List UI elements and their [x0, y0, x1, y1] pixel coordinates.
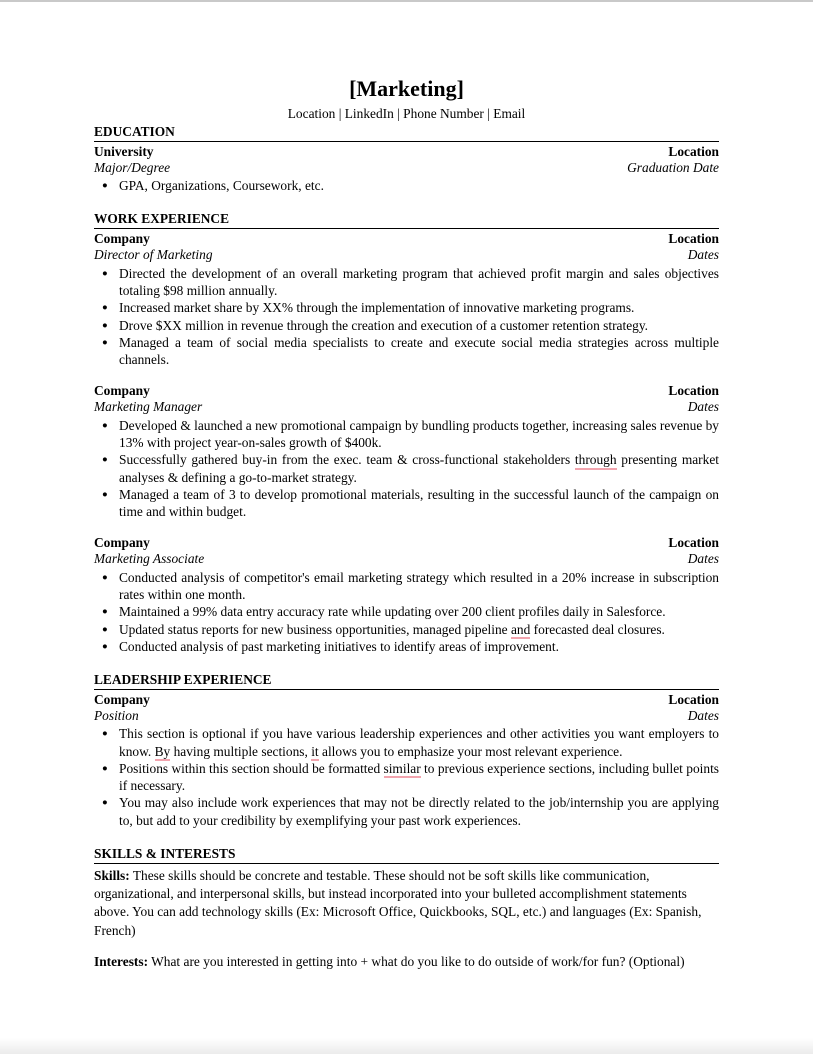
position-title: Position [94, 707, 139, 723]
education-bullets [94, 177, 719, 194]
bullet-text: Drove $XX million in revenue through the creation and execution of a customer retention strategy. [119, 317, 649, 333]
bullet-text: Increased market share by XX% through the implementation of innovative marketing programs. [119, 300, 635, 316]
bullet-text: Conducted analysis of competitor's email marketing strategy which resulted in a 20% increase in subscription rates within one month. [119, 569, 719, 602]
bullet-text: to previous experience sections, including bullet points if necessary. [119, 760, 719, 794]
bullet-item [94, 638, 719, 655]
bullet-text: Directed the development of an overall marketing program that achieved profit margin and sales objectives totaling $98 million annually. [119, 265, 719, 298]
education-location: Location [668, 144, 719, 159]
interests-paragraph [94, 953, 719, 971]
bullet-text: having multiple sections, [170, 743, 312, 759]
job-title: Marketing Associate [94, 551, 205, 567]
section-education [94, 124, 719, 194]
bullet-item [94, 317, 719, 334]
job-header-row [94, 535, 719, 551]
bullet-text: GPA, Organizations, Coursework, etc. [119, 178, 324, 194]
leadership-header-row [94, 692, 719, 708]
job-entry-1 [94, 231, 719, 368]
bullet-item [94, 299, 719, 316]
job-dates: Dates [687, 399, 719, 415]
bullet-item [94, 334, 719, 369]
bullet-text: Managed a team of social media specialists to create and execute social media strategies across multiple channels. [119, 334, 719, 368]
job-subheader-row [94, 551, 719, 567]
company-name: Company [94, 535, 150, 551]
job-subheader-row [94, 247, 719, 263]
bullet-text: Updated status reports for new business opportunities, managed pipeline [119, 621, 511, 637]
bullet-text: forecasted deal closures. [530, 621, 665, 637]
grammar-underlined-word: similar [384, 761, 421, 779]
bullet-text: Maintained a 99% data entry accuracy rate while updating over 200 client profiles daily in Salesforce. [119, 604, 666, 620]
interests-label: Interests: [94, 954, 149, 970]
job-bullets [94, 265, 719, 369]
bullet-text: allows you to emphasize your most relevant experience. [318, 743, 623, 759]
job-title: Director of Marketing [94, 247, 213, 263]
bullet-text: Conducted analysis of past marketing initiatives to identify areas of improvement. [119, 638, 559, 654]
bullet-text: Successfully gathered buy-in from the exec. team & cross-functional stakeholders [119, 452, 575, 468]
position-dates: Dates [687, 707, 719, 723]
company-name: Company [94, 383, 150, 399]
bullet-item [94, 760, 719, 795]
grammar-underlined-word: it [311, 744, 318, 762]
job-subheader-row [94, 399, 719, 415]
bullet-item [94, 603, 719, 620]
bullet-item [94, 451, 719, 486]
bullet-text: Managed a team of 3 to develop promotional materials, resulting in the successful launch of the campaign on time and within budget. [119, 486, 719, 520]
education-heading: EDUCATION [94, 124, 719, 142]
grammar-underlined-word: By [155, 744, 171, 762]
work-experience-heading: WORK EXPERIENCE [94, 211, 719, 229]
job-entry-3 [94, 535, 719, 655]
page-top-edge [0, 0, 813, 2]
skills-label: Skills: [94, 868, 130, 884]
bullet-text: You may also include work experiences that may not be directly related to the job/internship you are applying to, but add to your credibility by exemplifying your past work experiences. [119, 795, 719, 828]
interests-text: What are you interested in getting into + what do you like to do outside of work/for fun? (Optional) [151, 954, 685, 970]
job-entry-2 [94, 383, 719, 520]
job-bullets [94, 569, 719, 655]
graduation-date: Graduation Date [627, 159, 719, 175]
bullet-item [94, 265, 719, 300]
skills-paragraph [94, 867, 719, 940]
job-header-row [94, 383, 719, 399]
section-work-experience [94, 211, 719, 655]
university-name: University [94, 144, 154, 159]
education-header-row [94, 144, 719, 160]
leadership-subheader-row [94, 708, 719, 724]
bullet-item [94, 794, 719, 829]
leadership-heading: LEADERSHIP EXPERIENCE [94, 672, 719, 690]
education-subheader-row [94, 160, 719, 176]
company-location: Location [668, 535, 719, 551]
bullet-text: presenting market analyses & defining a go-to-market strategy. [119, 452, 719, 485]
bullet-text: Developed & launched a new promotional campaign by bundling products together, increasing sales revenue by 13% with project year-on-sales growth of $400k. [119, 417, 720, 450]
resume-title: [Marketing] [349, 76, 464, 101]
major-degree: Major/Degree [94, 159, 171, 175]
section-leadership-experience [94, 672, 719, 829]
company-location: Location [668, 231, 719, 247]
grammar-underlined-word: and [511, 622, 530, 640]
job-dates: Dates [687, 551, 719, 567]
grammar-underlined-word: through [575, 452, 617, 470]
section-skills-interests [94, 846, 719, 971]
bullet-item [94, 725, 719, 760]
company-location: Location [668, 383, 719, 399]
bullet-item [94, 486, 719, 521]
skills-text: These skills should be concrete and testable. These should not be soft skills like communication, organizational, and interpersonal skills, but instead incorporated into your bulleted accomplishment statements above. You can add technology skills (Ex: Microsoft Office, Quickbooks, SQL, etc.) and languages (Ex: Spanish, French) [94, 868, 702, 938]
company-location: Location [668, 692, 719, 708]
leadership-bullets [94, 725, 719, 829]
company-name: Company [94, 231, 150, 247]
bullet-item [94, 177, 719, 194]
job-dates: Dates [687, 247, 719, 263]
bullet-text: Positions within this section should be formatted [119, 760, 384, 776]
bullet-item [94, 621, 719, 638]
job-title: Marketing Manager [94, 399, 203, 415]
skills-interests-heading: SKILLS & INTERESTS [94, 846, 719, 864]
contact-line: Location | LinkedIn | Phone Number | Email [287, 106, 526, 121]
page-bottom-edge [0, 1038, 813, 1054]
bullet-text: This section is optional if you have various leadership experiences and other activities you want employers to know. [119, 726, 719, 759]
company-name: Company [94, 692, 150, 708]
bullet-item [94, 569, 719, 604]
bullet-item [94, 417, 719, 452]
job-header-row [94, 231, 719, 247]
job-bullets [94, 417, 719, 521]
